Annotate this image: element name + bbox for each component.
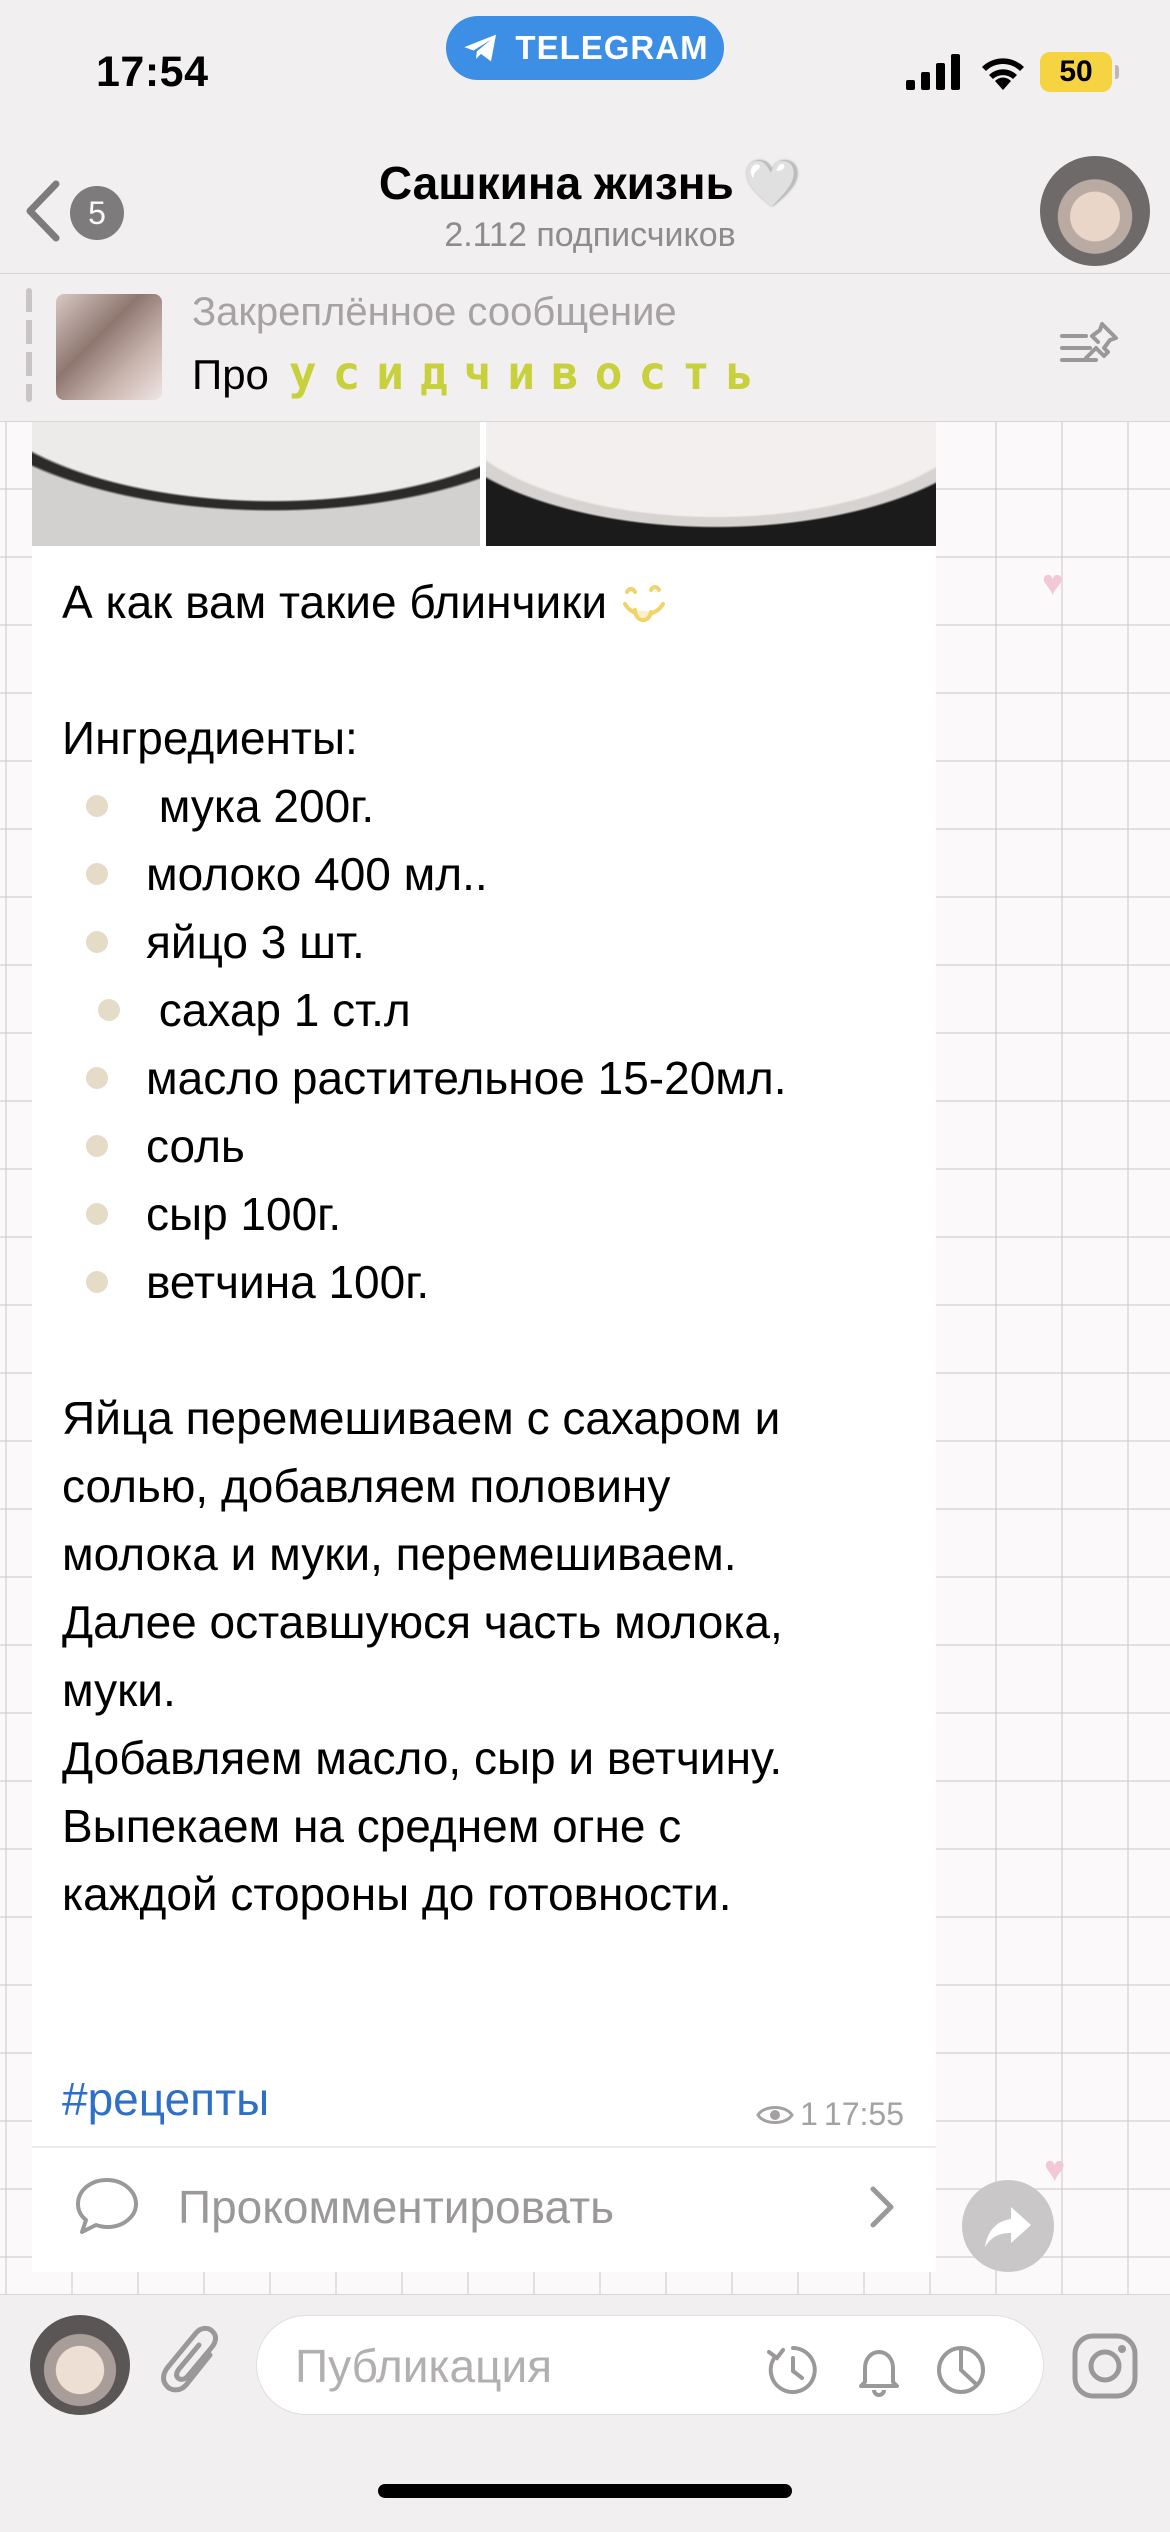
bullet-icon: [86, 1203, 108, 1225]
ingredient-text: сыр 100г.: [146, 1188, 342, 1240]
bullet-icon: [86, 1067, 108, 1089]
comment-button[interactable]: Прокомментировать: [178, 2181, 615, 2233]
step-line: муки.: [62, 1664, 176, 1716]
divider: [32, 2146, 936, 2148]
share-button[interactable]: [962, 2180, 1054, 2272]
bullet-icon: [86, 1135, 108, 1157]
white-heart-emoji: 🤍: [743, 157, 802, 209]
background-heart: ♥: [1042, 562, 1064, 603]
tongue-smile-emoji-icon: [617, 576, 673, 628]
post-intro: А как вам такие блинчики: [62, 576, 608, 628]
attach-paperclip-icon[interactable]: [160, 2325, 226, 2405]
step-line: Выпекаем на среднем огне с: [62, 1800, 682, 1852]
back-chevron-icon[interactable]: [22, 178, 62, 244]
instagram-icon[interactable]: [1070, 2331, 1140, 2401]
pinned-message-bar[interactable]: [0, 274, 1170, 422]
post-meta: [756, 2096, 904, 2133]
list-item: [62, 772, 922, 840]
list-item: [62, 840, 922, 908]
channel-title[interactable]: [250, 156, 930, 211]
ingredient-text: масло растительное 15-20мл.: [146, 1052, 787, 1104]
bullet-icon: [86, 863, 108, 885]
status-time: 17:54: [96, 48, 209, 96]
ingredient-text: ветчина 100г.: [146, 1256, 430, 1308]
bell-icon[interactable]: [851, 2342, 907, 2398]
status-bar: [0, 0, 1170, 140]
list-item: [62, 1044, 922, 1112]
telegram-pill-label: TELEGRAM: [515, 29, 709, 66]
step-line: каждой стороны до готовности.: [62, 1868, 732, 1920]
channel-avatar[interactable]: [1040, 156, 1150, 266]
hashtag-link[interactable]: #рецепты: [62, 2073, 270, 2125]
chat-header: [0, 140, 1170, 274]
telegram-app-pill[interactable]: [446, 16, 724, 80]
step-line: Добавляем масло, сыр и ветчину.: [62, 1732, 783, 1784]
user-avatar[interactable]: [30, 2315, 130, 2415]
wifi-icon: [978, 48, 1028, 90]
ingredients-title: Ингредиенты:: [62, 712, 358, 764]
bullet-icon: [86, 1271, 108, 1293]
step-line: Далее оставшуюся часть молока,: [62, 1596, 783, 1648]
step-line: Яйца перемешиваем с сахаром и: [62, 1392, 781, 1444]
post-photo-left[interactable]: [32, 422, 480, 546]
background-heart: ♥: [1044, 2148, 1066, 2189]
cellular-signal-icon: [906, 54, 960, 90]
pinned-label: Закреплённое сообщение: [192, 290, 677, 334]
ingredient-text: сахар 1 ст.л: [146, 984, 411, 1036]
pinned-decorative-text: усидчивость: [288, 346, 770, 400]
post-intro-line: [62, 568, 922, 636]
step-line: солью, добавляем половину: [62, 1460, 671, 1512]
bullet-icon: [86, 931, 108, 953]
chevron-right-icon[interactable]: [868, 2184, 896, 2230]
bullet-icon: [86, 795, 108, 817]
ingredient-text: яйцо 3 шт.: [146, 916, 365, 968]
pin-list-icon[interactable]: [1058, 318, 1122, 374]
list-item: [62, 1112, 922, 1180]
pinned-indicator-line: [26, 288, 32, 402]
telegram-icon: [461, 28, 501, 68]
back-unread-badge[interactable]: 5: [70, 186, 124, 240]
timer-icon[interactable]: [765, 2342, 821, 2398]
pie-chart-icon[interactable]: [933, 2342, 989, 2398]
list-item: [62, 1180, 922, 1248]
view-count: 1: [800, 2096, 818, 2132]
channel-name: Сашкина жизнь: [378, 157, 734, 209]
pinned-text-main: Про: [192, 351, 269, 398]
subscriber-count: 2.112 подписчиков: [444, 216, 736, 254]
battery-indicator: 50: [1040, 52, 1112, 92]
message-input-box[interactable]: [256, 2315, 1044, 2415]
ingredient-text: молоко 400 мл..: [146, 848, 488, 900]
pinned-text: [192, 346, 770, 400]
post-photo-right[interactable]: [486, 422, 936, 546]
bullet-icon: [98, 999, 120, 1021]
list-item: [62, 976, 922, 1044]
channel-post: [32, 422, 936, 2272]
share-arrow-icon: [983, 2203, 1033, 2249]
post-time: 17:55: [823, 2096, 904, 2132]
pinned-thumbnail: [56, 294, 162, 400]
comment-bubble-icon[interactable]: [72, 2172, 142, 2242]
ingredient-text: мука 200г.: [146, 780, 375, 832]
home-indicator[interactable]: [378, 2484, 792, 2498]
list-item: [62, 1248, 922, 1316]
step-line: молока и муки, перемешиваем.: [62, 1528, 737, 1580]
post-text: [62, 568, 922, 1928]
ingredients-list: [62, 772, 922, 1316]
list-item: [62, 908, 922, 976]
publication-input[interactable]: [295, 2336, 735, 2396]
eye-icon: [756, 2102, 794, 2128]
ingredient-text: соль: [146, 1120, 245, 1172]
